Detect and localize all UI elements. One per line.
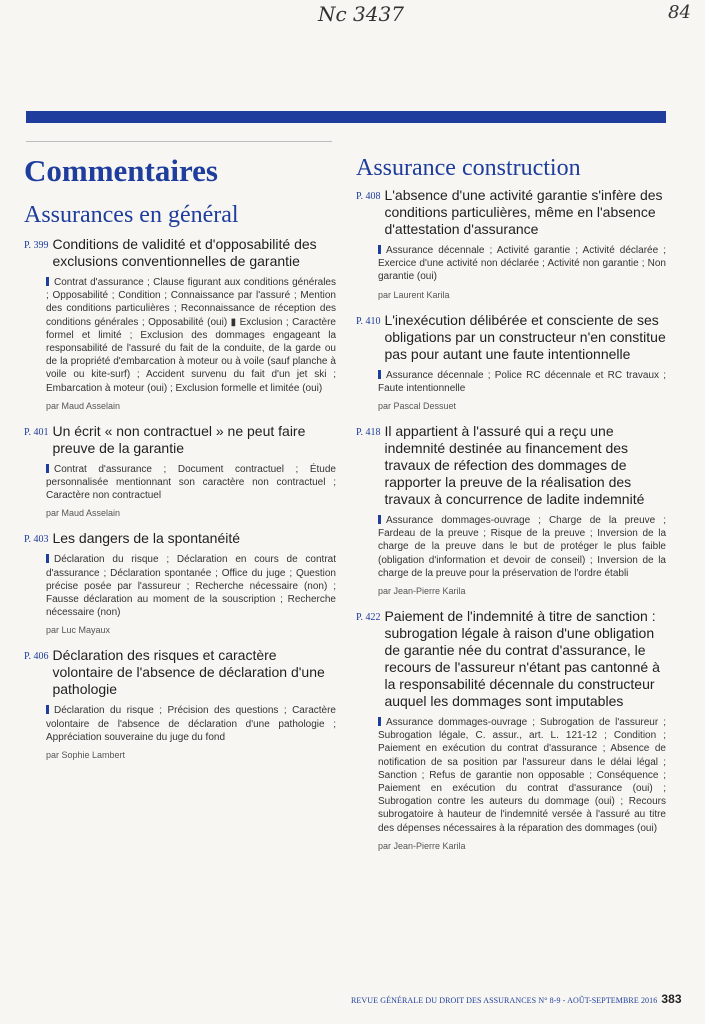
article-title: Déclaration des risques et caractère volontaire de l'absence de déclaration d'une pathologie	[52, 647, 325, 698]
article-keywords: Contrat d'assurance ; Clause figurant aux conditions générales ; Opposabilité ; Condition ; Connaissance par l'assuré ; Mention des conditions particulières ; Reconnaissance de réception des conditions générales ; Opposabilité (oui) ▮ Exclusion ; Caractère formel et limité ; Exclusion des dommages engageant la responsabilité de l'assuré du fait de la conduite, de la garde ou de la propriété d'embarcation à moteur ou à voile (sauf planche à voile ou kite-surf) ; Accident survenu du fait d'un jet ski ; Embarcation à moteur (oui) ; Exclusion formelle et limitée (oui)	[46, 277, 336, 394]
article-410	[356, 312, 666, 411]
article-422	[356, 608, 666, 851]
page-ref: P. 418	[356, 427, 381, 439]
page-ref: P. 422	[356, 612, 381, 624]
article-401	[24, 423, 336, 519]
article-author: par Jean-Pierre Karila	[378, 586, 466, 597]
article-keywords: Assurance décennale ; Police RC décennale et RC travaux ; Faute intentionnelle	[378, 369, 666, 394]
article-keywords: Assurance dommages-ouvrage ; Subrogation de l'assureur ; Subrogation légale, C. assur., art. L. 121-12 ; Condition ; Paiement en exécution du contrat d'assurance ; Absence de notification de sa position par l'assureur dans le délai légal ; Sanction ; Refus de garantie non opposable ; Conséquence ; Paiement en exécution du contrat d'assurance (oui) ; Subrogation contre les auteurs du dommage (oui) ; Recours subrogatoire à hauteur de l'indemnité versée à l'assuré au titre des dépenses nécessaires à la réparation des dommages (oui)	[378, 717, 666, 834]
article-title: Conditions de validité et d'opposabilité des exclusions conventionnelles de garantie	[52, 236, 317, 269]
article-keywords: Assurance dommages-ouvrage ; Charge de la preuve ; Fardeau de la preuve ; Risque de la preuve ; Inversion de la charge de la preuve dans le but de protéger le plus faible (obligation d'information et devoir de conseil) ; Inversion de la charge de la preuve pour la préservation de l'ordre établi	[378, 515, 666, 579]
page-ref: P. 403	[24, 534, 49, 546]
bullet-marker-icon	[46, 277, 49, 286]
article-author: par Sophie Lambert	[46, 750, 126, 761]
page-ref: P. 406	[24, 651, 49, 663]
header-blue-bar	[26, 111, 666, 123]
section-title-general: Assurances en général	[24, 202, 239, 228]
article-403	[24, 530, 336, 635]
page-ref: P. 408	[356, 191, 381, 202]
article-author: par Luc Mayaux	[46, 625, 111, 636]
bullet-marker-icon	[46, 464, 49, 473]
bullet-marker-icon	[378, 515, 381, 524]
article-408	[356, 187, 666, 300]
page-ref: P. 399	[24, 240, 49, 251]
article-title: Un écrit « non contractuel » ne peut faire preuve de la garantie	[52, 422, 306, 456]
page-ref: P. 410	[356, 315, 381, 327]
article-author: par Maud Asselain	[46, 508, 121, 519]
left-column	[24, 150, 336, 772]
article-keywords: Déclaration du risque ; Précision des questions ; Caractère volontaire de l'absence de déclaration d'une pathologie ; Appréciation souveraine du juge du fond	[46, 705, 336, 743]
article-title: L'inexécution délibérée et consciente de ses obligations par un constructeur n'en constitue pas pour autant une faute intentionnelle	[384, 311, 666, 362]
page-number: 383	[661, 992, 682, 1006]
article-title: L'absence d'une activité garantie s'infère des conditions particulières, même en l'absence d'attestation d'assurance	[384, 187, 663, 237]
page-ref: P. 401	[24, 426, 49, 438]
article-keywords: Contrat d'assurance ; Document contractuel ; Étude personnalisée mentionnant son caractère non contractuel ; Caractère non contractuel	[46, 463, 336, 502]
bullet-marker-icon	[378, 245, 381, 254]
article-keywords: Déclaration du risque ; Déclaration en cours de contrat d'assurance ; Déclaration spontanée ; Office du juge ; Question précise posée par l'assureur ; Recherche nécessaire (non) ; Fausse déclaration au moment de la souscription ; Recherche nécessaire (non)	[46, 554, 336, 619]
article-title: Il appartient à l'assuré qui a reçu une indemnité destinée au financement des travaux de réfection des dommages de rapporter la preuve de la réalisation des travaux à concurrence de ladite indemnité	[384, 423, 645, 508]
page-footer	[351, 992, 682, 1006]
handwritten-number: 84	[668, 2, 691, 23]
article-author: par Pascal Dessuet	[378, 401, 457, 412]
article-title: Les dangers de la spontanéité	[52, 530, 241, 547]
article-406	[24, 647, 336, 760]
right-column	[356, 150, 666, 863]
handwritten-reference: Nc 3437	[318, 2, 404, 26]
article-418	[356, 423, 666, 596]
bullet-marker-icon	[378, 717, 381, 726]
article-author: par Laurent Karila	[378, 289, 450, 300]
journal-name: REVUE GÉNÉRALE DU DROIT DES ASSURANCES N° 8-9 - AOÛT-SEPTEMBRE 2016	[351, 996, 658, 1005]
article-399	[24, 236, 336, 411]
article-author: par Maud Asselain	[46, 400, 121, 411]
article-title: Paiement de l'indemnité à titre de sanction : subrogation légale à raison d'une obligation de garantie née du contrat d'assurance, le recours de l'assureur n'étant pas cantonné à la responsabilité décennale du constructeur auquel les dommages sont imputables	[384, 608, 660, 710]
bullet-marker-icon	[46, 554, 49, 563]
bullet-marker-icon	[46, 705, 49, 714]
section-title-construction: Assurance construction	[356, 155, 581, 181]
bullet-marker-icon	[378, 370, 381, 379]
header-rule	[26, 141, 332, 142]
main-title: Commentaires	[24, 153, 218, 188]
article-author: par Jean-Pierre Karila	[378, 840, 466, 851]
article-keywords: Assurance décennale ; Activité garantie ; Activité déclarée ; Exercice d'une activité non déclarée ; Activité non garantie ; Non garantie (oui)	[378, 245, 666, 283]
